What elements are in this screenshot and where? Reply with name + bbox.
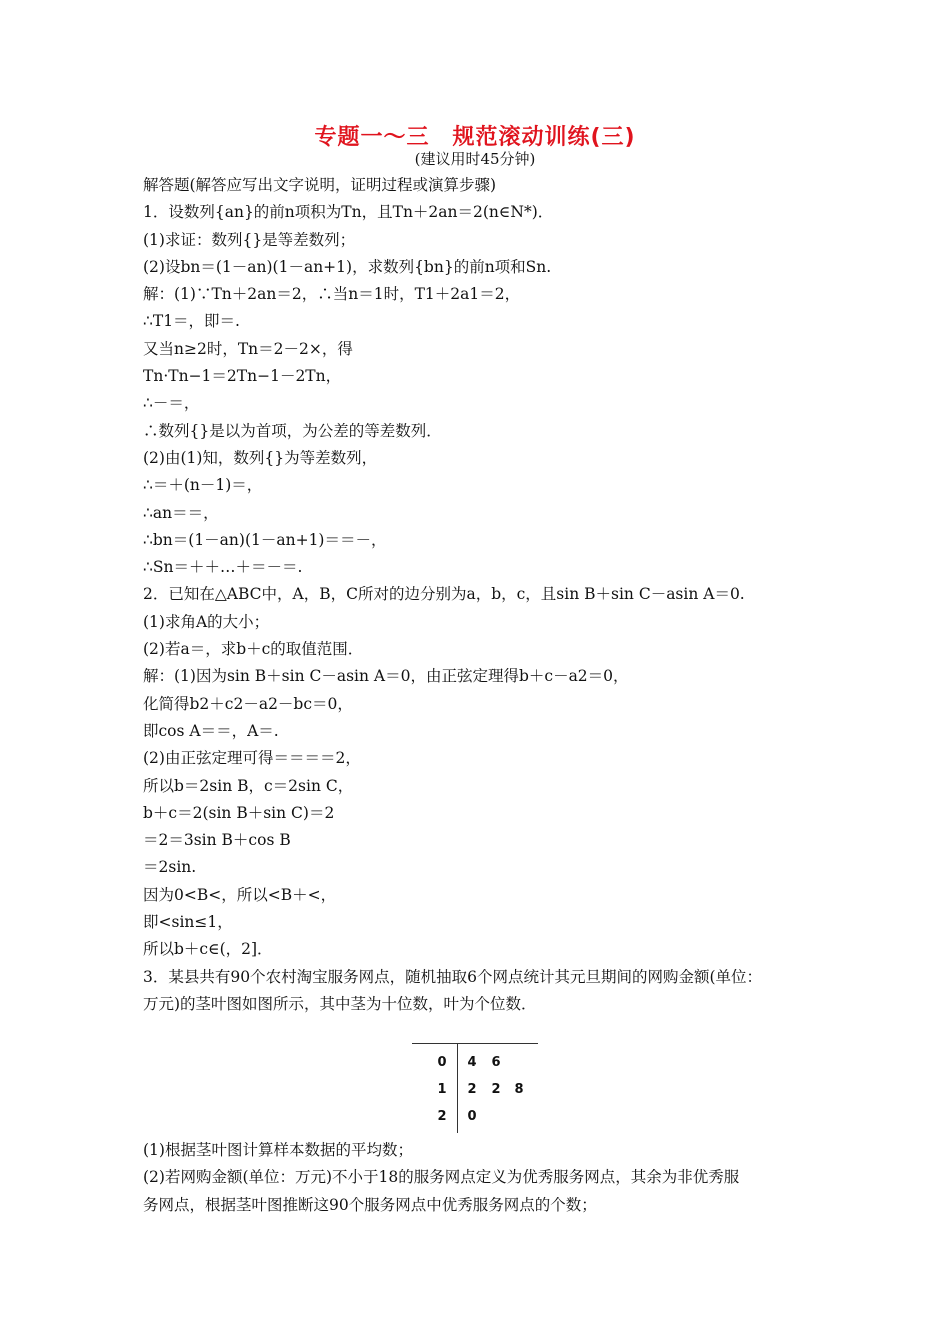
problem-text (143, 172, 823, 1018)
text-line: (1)根据茎叶图计算样本数据的平均数； (143, 1141, 413, 1159)
text-line: 1．设数列{an}的前n项积为Tn，且Tn＋2an＝2(n∈N*)． (143, 203, 554, 222)
text-line: 解：(1)∵Tn＋2an＝2，∴当n＝1时，T1＋2a1＝2， (143, 285, 521, 304)
text-line: (2)设bn＝(1－an)(1－an+1)，求数列{bn}的前n项和Sn. (143, 257, 552, 276)
page-title: 专题一～三 规范滚动训练(三) (314, 125, 636, 150)
text-line: ∴Sn＝＋＋…＋＝－＝. (143, 558, 303, 577)
text-line: ＝2＝3sin B＋cos B (143, 831, 291, 850)
leaf-value: 8 (514, 1082, 524, 1097)
text-line: 即cos A＝＝，A＝. (143, 721, 279, 740)
problem-questions (143, 1137, 823, 1219)
leaf-value: 6 (491, 1055, 501, 1070)
text-line: (1)求角A的大小； (143, 612, 270, 631)
stem-leaf-plot (412, 1043, 538, 1133)
text-line: (2)若网购金额(单位：万元)不小于18的服务网点定义为优秀服务网点，其余为非优秀服 (143, 1168, 740, 1187)
text-line: ∴－＝， (143, 394, 200, 413)
text-line: (2)由正弦定理可得＝＝＝＝2， (143, 749, 361, 768)
text-line: 2．已知在△ABC中，A，B，C所对的边分别为a，b，c，且sin B＋sin C－asin A＝0. (143, 585, 745, 604)
text-line: ＝2sin. (143, 858, 197, 877)
stem-leaf-row (412, 1082, 538, 1102)
text-line: 所以b＝2sin B，c＝2sin C， (143, 776, 354, 795)
text-line: ∴数列{}是以为首项，为公差的等差数列． (143, 421, 442, 440)
leaf-value: 4 (467, 1055, 477, 1070)
text-line: (1)求证：数列{}是等差数列； (143, 230, 356, 249)
stem-leaf-row (412, 1109, 538, 1129)
text-line: 3．某县共有90个农村淘宝服务网点，随机抽取6个网点统计其元旦期间的网购金额(单位： (143, 967, 762, 986)
leaf-value: 0 (467, 1109, 477, 1124)
text-line: 又当n≥2时，Tn＝2－2×，得 (143, 339, 353, 358)
text-line: ∴bn＝(1－an)(1－an+1)＝＝－， (143, 530, 387, 549)
stem-value: 0 (437, 1055, 447, 1070)
plot-top-rule (412, 1043, 538, 1044)
text-line: (2)若a＝，求b＋c的取值范围． (143, 640, 364, 659)
stem-value: 1 (437, 1082, 447, 1097)
stem-value: 2 (437, 1109, 447, 1124)
text-line: b＋c＝2(sin B＋sin C)＝2 (143, 803, 335, 822)
text-line: ∴＝＋(n－1)＝， (143, 476, 263, 495)
text-line: 万元)的茎叶图如图所示，其中茎为十位数，叶为个位数． (143, 994, 537, 1013)
text-line: 解：(1)因为sin B＋sin C－asin A＝0，由正弦定理得b＋c－a2＝0， (143, 667, 629, 686)
text-line: ∴T1＝，即＝. (143, 312, 240, 331)
text-line: (2)由(1)知，数列{}为等差数列， (143, 448, 378, 467)
stem-leaf-row (412, 1055, 538, 1075)
text-line: 务网点，根据茎叶图推断这90个服务网点中优秀服务网点的个数； (143, 1195, 597, 1214)
text-line: Tn·Tn−1＝2Tn−1－2Tn， (143, 367, 342, 386)
text-line: ∴an＝＝， (143, 503, 219, 522)
text-line: 即<sin≤1， (143, 913, 233, 932)
text-line: 所以b＋c∈(，2]． (143, 940, 273, 959)
time-suggestion: (建议用时45分钟) (414, 150, 536, 168)
leaf-value: 2 (491, 1082, 501, 1097)
leaf-value: 2 (467, 1082, 477, 1097)
text-line: 化简得b2＋c2－a2－bc＝0， (143, 694, 353, 713)
text-line: 解答题(解答应写出文字说明，证明过程或演算步骤) (143, 176, 497, 194)
text-line: 因为0<B<，所以<B＋<， (143, 885, 337, 904)
